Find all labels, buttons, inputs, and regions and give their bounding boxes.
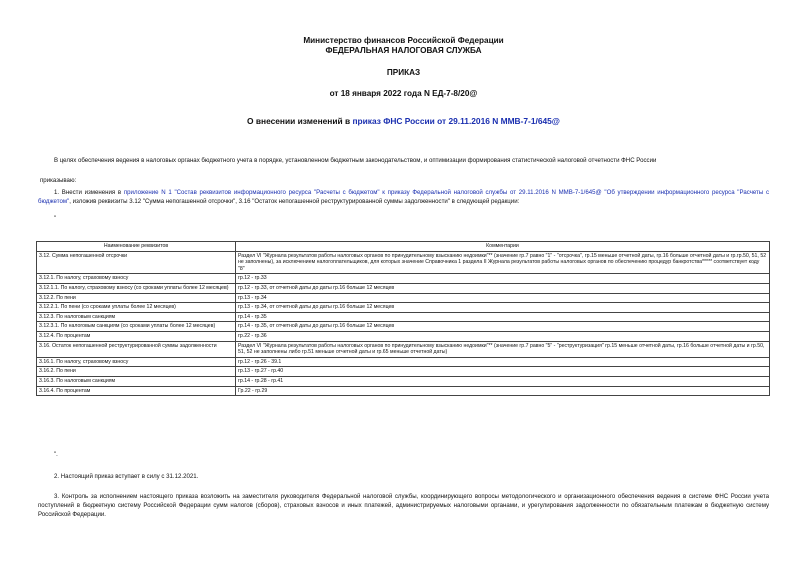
table-row <box>37 386 770 396</box>
item-1-prefix: 1. Внести изменения в <box>54 189 124 196</box>
requisite-comment: гр.12 - гр.33, от отчетной даты до даты гр.16 больше 12 месяцев <box>236 283 770 293</box>
table-row <box>37 303 770 313</box>
header-requisite-name: Наименование реквизитов <box>37 242 236 252</box>
requisite-name: 3.12.2.1. По пени (со сроками уплаты более 12 месяцев) <box>37 303 236 313</box>
requisites-table <box>36 241 770 396</box>
table-header-row <box>37 242 770 252</box>
item-3-paragraph: 3. Контроль за исполнением настоящего приказа возложить на заместителя руководителя Федеральной налоговой службы, координирующего вопросы методологического и организационного обеспечения ведения в системе ФНС России учета поступлений в бюджетную систему Российской Федерации сумм налогов (сборов), страховых взносов и иных платежей, администрируемых налоговыми органами, и урегулирования задолженности по обязательным платежам в бюджетную систему Российской Федерации. <box>38 493 769 518</box>
table-row <box>37 251 770 274</box>
requisite-name: 3.16. Остаток непогашенной реструктурированной суммы задолженности <box>37 341 236 357</box>
table-row <box>37 274 770 284</box>
table-row <box>37 357 770 367</box>
service-name: ФЕДЕРАЛЬНАЯ НАЛОГОВАЯ СЛУЖБА <box>325 46 482 55</box>
doc-title <box>0 116 807 126</box>
requisite-name: 3.16.3. По налоговым санкциям <box>37 376 236 386</box>
requisite-name: 3.12.2. По пени <box>37 293 236 303</box>
requisite-name: 3.16.4. По процентам <box>37 386 236 396</box>
requisite-comment: Гр.22 - гр.29 <box>236 386 770 396</box>
table-row <box>37 367 770 377</box>
requisite-name: 3.12.1.1. По налогу, страховому взносу (со сроками уплаты более 12 месяцев) <box>37 283 236 293</box>
requisite-comment: Раздел VI "Журнала результатов работы налоговых органов по принудительному взысканию недоимки"** (значение гр.7 равно "1" - "отсрочка", гр.15 меньше отчетной даты, гр.16 больше отчетной даты и гр.гр.50, 51, 52 не заполнены), за исключением налогоплательщиков, для которых значение Справочника 1 раздела II Журнала результатов работы налоговых органов по обеспечению процедур банкротства***** соответствует коду "8" <box>236 251 770 274</box>
requisite-comment: гр.13 - гр.34, от отчетной даты до даты гр.16 больше 12 месяцев <box>236 303 770 313</box>
requisite-comment: гр.12 - гр.26 - 39.1 <box>236 357 770 367</box>
requisite-comment: гр.14 - гр.28 - гр.41 <box>236 376 770 386</box>
requisite-comment: гр.13 - гр.34 <box>236 293 770 303</box>
item-1-suffix: , изложив реквизиты 3.12 "Сумма непогашенной отсрочки", 3.16 "Остаток непогашенной реструктурированной суммы задолженности" в следующей редакции: <box>69 198 520 205</box>
requisite-comment: Раздел VI "Журнала результатов работы налоговых органов по принудительному взысканию недоимки"** (значение гр.7 равно "5" - "реструктуризация" гр.15 меньше отчетной даты, гр.16 больше отчетной даты и гр.50, 51, 52 не заполнены либо гр.51 меньше отчетной даты и гр.65 меньше отчетной даты) <box>236 341 770 357</box>
requisite-comment: гр.12 - гр.33 <box>236 274 770 284</box>
requisite-name: 3.16.1. По налогу, страховому взносу <box>37 357 236 367</box>
table-row <box>37 322 770 332</box>
order-word: приказываю: <box>40 177 77 184</box>
table-row <box>37 331 770 341</box>
requisite-name: 3.16.2. По пени <box>37 367 236 377</box>
requisite-comment: гр.13 - гр.27 - гр.40 <box>236 367 770 377</box>
requisite-name: 3.12.3.1. По налоговым санкциям (со сроками уплаты более 12 месяцев) <box>37 322 236 332</box>
intro-paragraph: В целях обеспечения ведения в налоговых органах бюджетного учета в порядке, установленном бюджетным законодательством, и оптимизации формирования статистической налоговой отчетности ФНС России <box>54 157 657 164</box>
requisite-name: 3.12.3. По налоговым санкциям <box>37 312 236 322</box>
requisite-comment: гр.22 - гр.36 <box>236 331 770 341</box>
header-comments: Комментарии <box>236 242 770 252</box>
requisite-comment: гр.14 - гр.35 <box>236 312 770 322</box>
quote-open: " <box>54 216 57 222</box>
table-row <box>37 312 770 322</box>
requisite-name: 3.12.1. По налогу, страховому взносу <box>37 274 236 284</box>
requisite-comment: гр.14 - гр.35, от отчетной даты до даты гр.16 больше 12 месяцев <box>236 322 770 332</box>
doc-title-prefix: О внесении изменений в <box>247 116 353 126</box>
amended-order-link[interactable]: приказ ФНС России от 29.11.2016 N ММВ-7-1/645@ <box>352 116 560 126</box>
appendix-link[interactable]: приложение N 1 "Состав реквизитов информационного ресурса "Расчеты с бюджетом" к приказу Федеральной налоговой службы от 29.11.2016 N ММВ-7-1/645@ "Об утверждении информационного ресурса "Расчеты с бюджетом" <box>38 189 769 205</box>
doc-type: ПРИКАЗ <box>386 68 421 77</box>
requisite-name: 3.12. Сумма непогашенной отсрочки <box>37 251 236 274</box>
table-row <box>37 283 770 293</box>
table-row <box>37 376 770 386</box>
quote-close: ". <box>54 452 58 458</box>
table-row <box>37 293 770 303</box>
item-2-paragraph: 2. Настоящий приказ вступает в силу с 31.12.2021. <box>54 473 199 480</box>
doc-date-number: от 18 января 2022 года N ЕД-7-8/20@ <box>329 89 478 98</box>
item-1-paragraph <box>38 188 769 206</box>
requisite-name: 3.12.4. По процентам <box>37 331 236 341</box>
table-row <box>37 341 770 357</box>
ministry-name: Министерство финансов Российской Федерации <box>303 36 504 45</box>
